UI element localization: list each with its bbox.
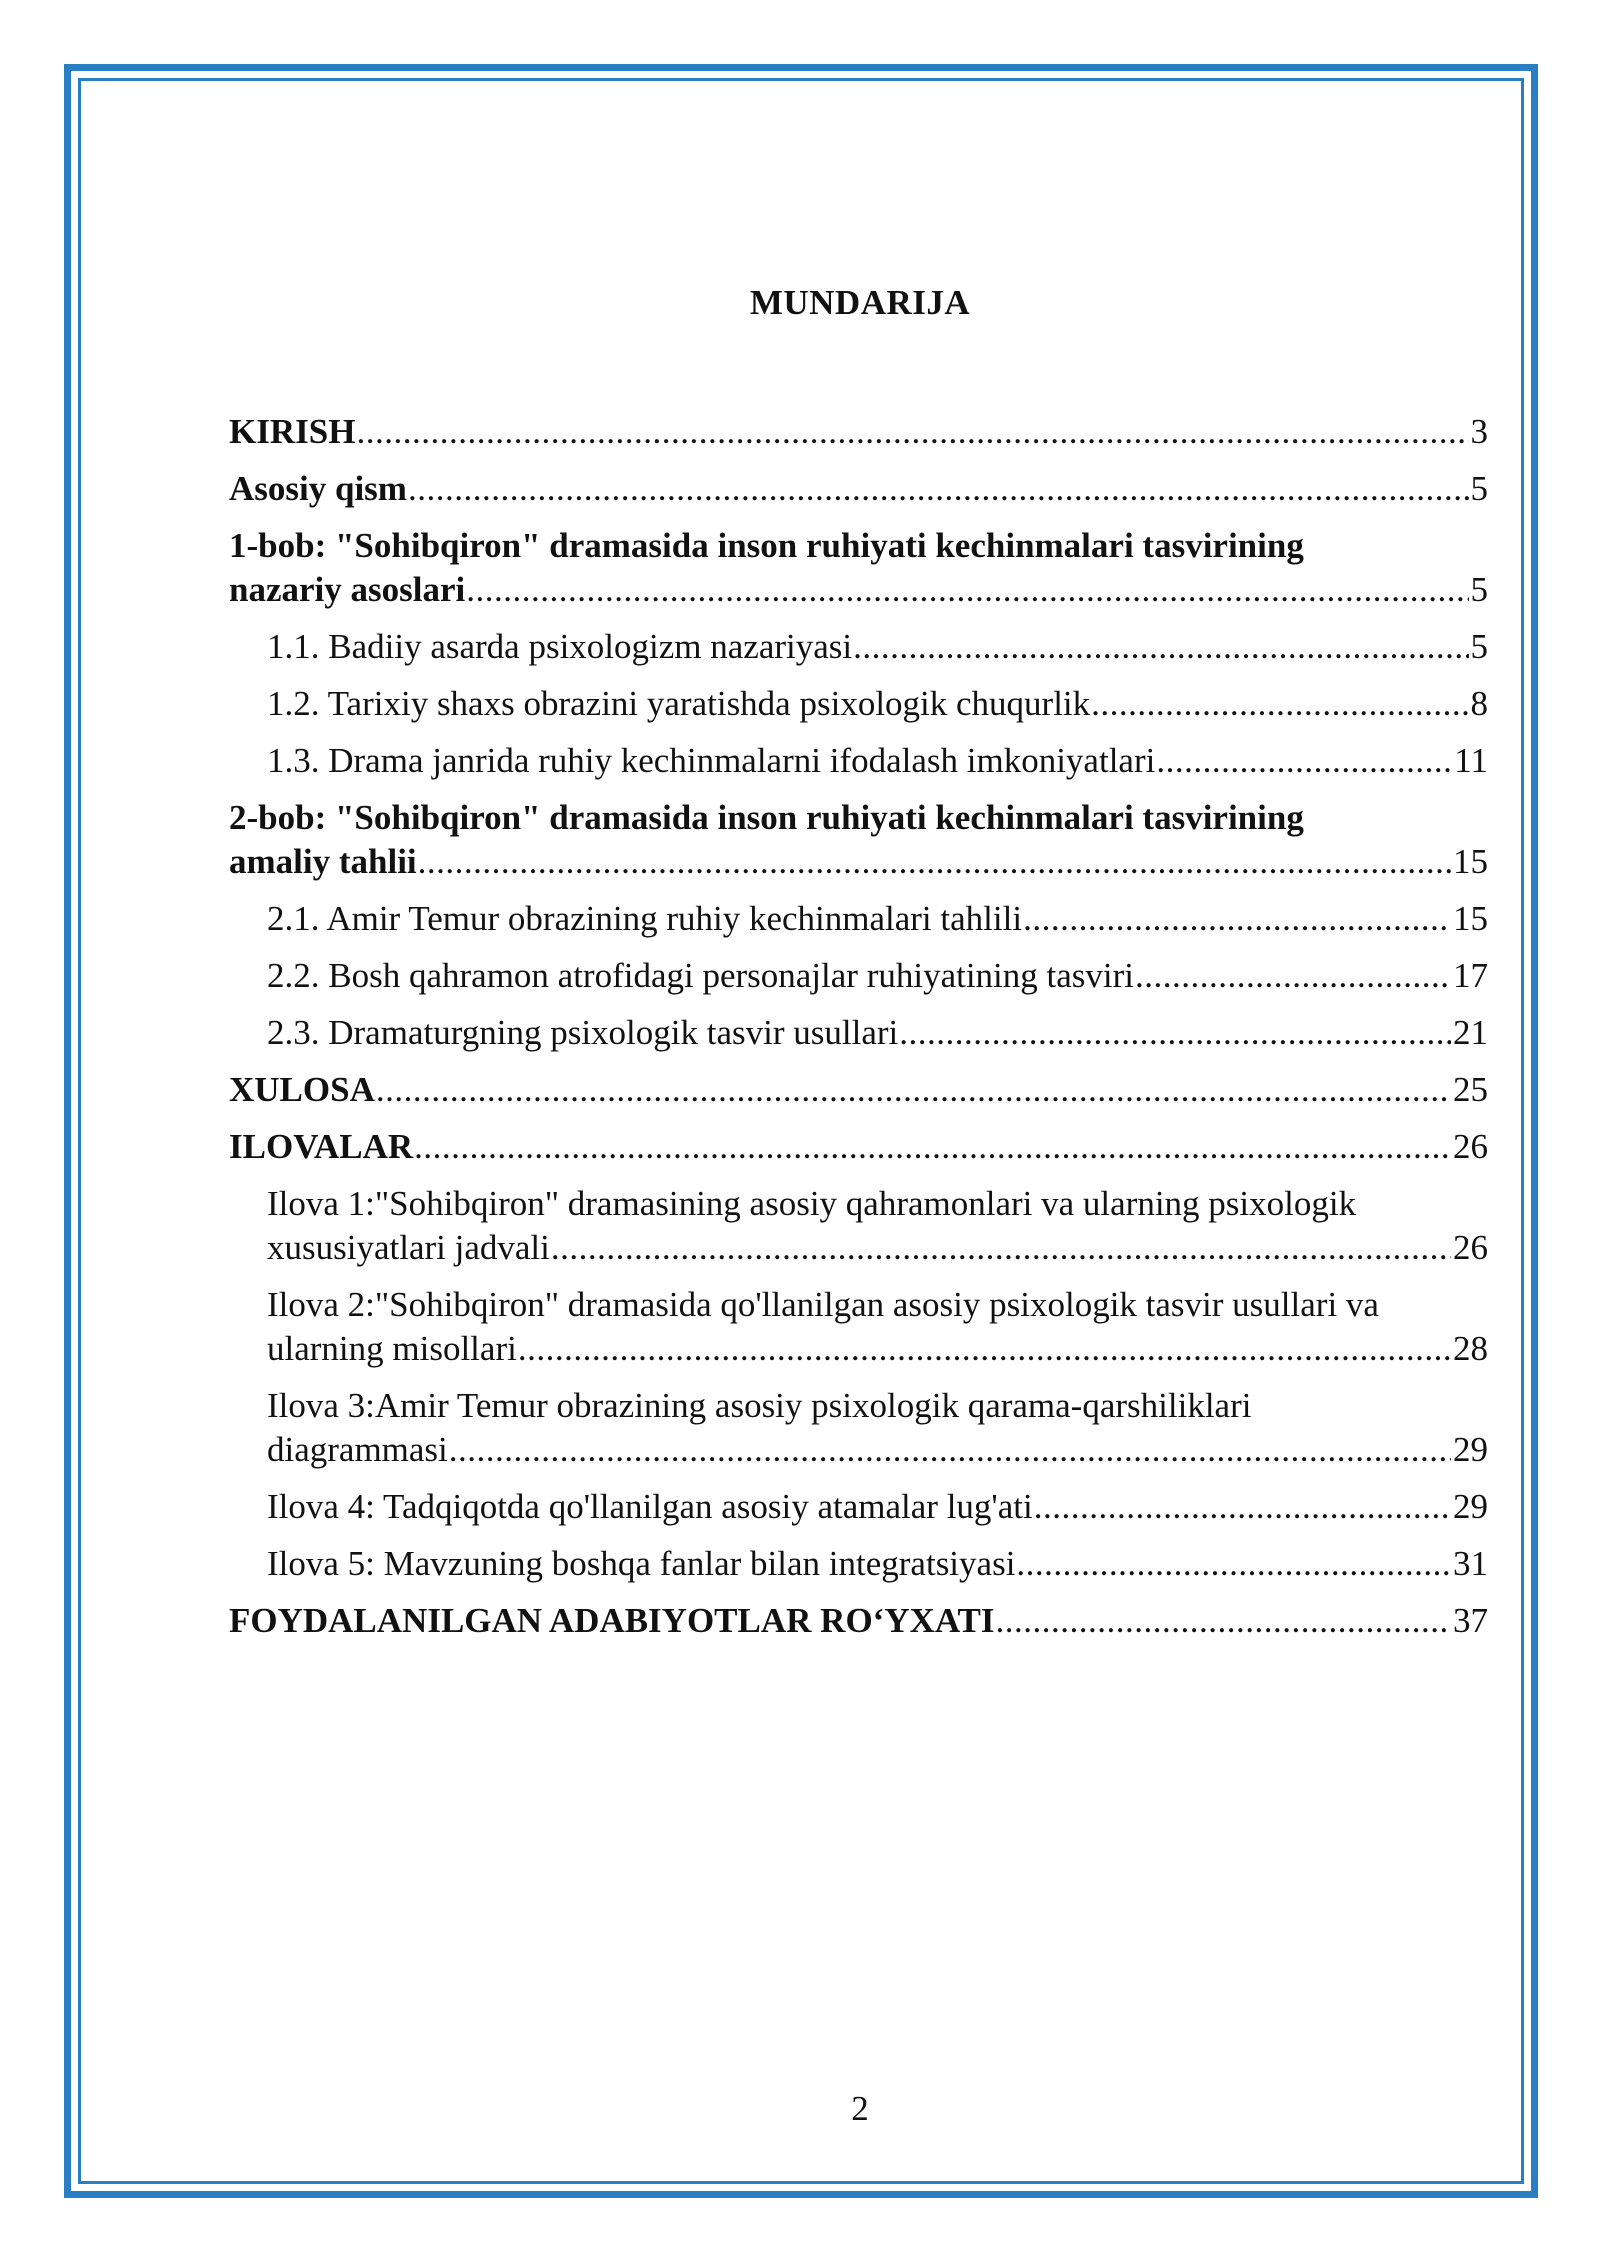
toc-entry-title: Ilova 5: Mavzuning boshqa fanlar bilan integratsiyasi	[267, 1544, 1016, 1583]
toc-entry-title: 2.2. Bosh qahramon atrofidagi personajlar ruhiyatining tasviri	[267, 956, 1135, 995]
dot-leader	[1023, 897, 1451, 941]
toc-entry-title-line: 1-bob: "Sohibqiron" dramasida inson ruhiyati kechinmalari tasvirining	[229, 526, 1304, 565]
toc-entry-appendix-2[interactable]	[229, 1283, 1488, 1371]
toc-entry-asosiy-qism[interactable]	[229, 467, 1488, 511]
toc-entry-title: 1.3. Drama janrida ruhiy kechinmalarni ifodalash imkoniyatlari	[267, 741, 1156, 780]
toc-page-number: 15	[1453, 842, 1488, 881]
toc-entry-appendix-4[interactable]	[229, 1485, 1488, 1529]
dot-leader	[518, 1327, 1451, 1371]
toc-entry-title: 1.1. Badiiy asarda psixologizm nazariyasi	[267, 627, 853, 666]
toc-entry-title: xususiyatlari jadvali	[267, 1228, 550, 1267]
toc-entry-section-2-1[interactable]	[229, 897, 1488, 941]
dot-leader	[1156, 739, 1452, 783]
toc-page-number: 5	[1470, 627, 1488, 666]
toc-page-number: 5	[1470, 469, 1488, 508]
toc-entry-title-line: Ilova 3:Amir Temur obrazining asosiy psixologik qarama-qarshiliklari	[267, 1386, 1252, 1425]
toc-entry-appendix-3[interactable]	[229, 1384, 1488, 1472]
dot-leader	[996, 1599, 1451, 1643]
toc-entry-title: 1.2. Tarixiy shaxs obrazini yaratishda psixologik chuqurlik	[267, 684, 1091, 723]
toc-page-number: 28	[1453, 1329, 1488, 1368]
dot-leader	[466, 568, 1468, 612]
toc-entry-title: ularning misollari	[267, 1329, 517, 1368]
toc-entry-title-line: 2-bob: "Sohibqiron" dramasida inson ruhiyati kechinmalari tasvirining	[229, 798, 1304, 837]
toc-entry-title: ILOVALAR	[229, 1127, 414, 1166]
toc-entry-title-line: Ilova 2:"Sohibqiron" dramasida qo'llanilgan asosiy psixologik tasvir usullari va	[267, 1285, 1379, 1324]
toc-entry-section-2-3[interactable]	[229, 1011, 1488, 1055]
toc-entry-title: nazariy asoslari	[229, 570, 466, 609]
toc-entry-ilovalar[interactable]	[229, 1125, 1488, 1169]
toc-entry-title: diagrammasi	[267, 1430, 448, 1469]
toc-entry-title: 2.1. Amir Temur obrazining ruhiy kechinmalari tahlili	[267, 899, 1023, 938]
toc-page-number: 5	[1470, 570, 1488, 609]
toc-page-number: 25	[1453, 1070, 1488, 1109]
dot-leader	[376, 1068, 1451, 1112]
dot-leader	[1091, 682, 1468, 726]
dot-leader	[414, 1125, 1451, 1169]
toc-entry-section-1-1[interactable]	[229, 625, 1488, 669]
dot-leader	[899, 1011, 1451, 1055]
toc-entry-section-2-2[interactable]	[229, 954, 1488, 998]
toc-entry-chapter-2[interactable]	[229, 796, 1488, 884]
dot-leader	[853, 625, 1468, 669]
toc-page-number: 21	[1453, 1013, 1488, 1052]
toc-entry-appendix-1[interactable]	[229, 1182, 1488, 1270]
toc-entry-title-line: Ilova 1:"Sohibqiron" dramasining asosiy qahramonlari va ularning psixologik	[267, 1184, 1357, 1223]
toc-entry-title: Ilova 4: Tadqiqotda qo'llanilgan asosiy atamalar lug'ati	[267, 1487, 1033, 1526]
toc-entry-section-1-2[interactable]	[229, 682, 1488, 726]
page-title: MUNDARIJA	[749, 283, 971, 322]
toc-page-number: 37	[1453, 1601, 1488, 1640]
toc-page-number: 3	[1470, 412, 1488, 451]
toc-entry-title: FOYDALANILGAN ADABIYOTLAR RO‘YXATI	[229, 1601, 995, 1640]
toc-page-number: 29	[1453, 1487, 1488, 1526]
toc-page-number: 17	[1453, 956, 1488, 995]
toc-entry-title: Asosiy qism	[229, 469, 407, 508]
toc-page-number: 11	[1454, 741, 1488, 780]
dot-leader	[1135, 954, 1451, 998]
dot-leader	[1016, 1542, 1451, 1586]
toc-entry-title: XULOSA	[229, 1070, 375, 1109]
dot-leader	[356, 410, 1468, 454]
dot-leader	[449, 1428, 1451, 1472]
dot-leader	[418, 840, 1451, 884]
toc-entry-title: 2.3. Dramaturgning psixologik tasvir usullari	[267, 1013, 899, 1052]
toc-entry-title: amaliy tahlii	[229, 842, 417, 881]
toc-entry-appendix-5[interactable]	[229, 1542, 1488, 1586]
dot-leader	[551, 1226, 1451, 1270]
toc-page-number: 26	[1453, 1228, 1488, 1267]
toc-page-number: 15	[1453, 899, 1488, 938]
toc-entry-section-1-3[interactable]	[229, 739, 1488, 783]
toc-page-number: 26	[1453, 1127, 1488, 1166]
toc-entry-references[interactable]	[229, 1599, 1488, 1643]
toc-entry-chapter-1[interactable]	[229, 524, 1488, 612]
toc-entry-title: KIRISH	[229, 412, 356, 451]
table-of-contents	[229, 410, 1488, 1656]
toc-page-number: 29	[1453, 1430, 1488, 1469]
toc-page-number: 31	[1453, 1544, 1488, 1583]
dot-leader	[408, 467, 1469, 511]
page-number: 2	[851, 2089, 869, 2128]
toc-entry-xulosa[interactable]	[229, 1068, 1488, 1112]
toc-page-number: 8	[1470, 684, 1488, 723]
toc-entry-kirish[interactable]	[229, 410, 1488, 454]
dot-leader	[1034, 1485, 1451, 1529]
